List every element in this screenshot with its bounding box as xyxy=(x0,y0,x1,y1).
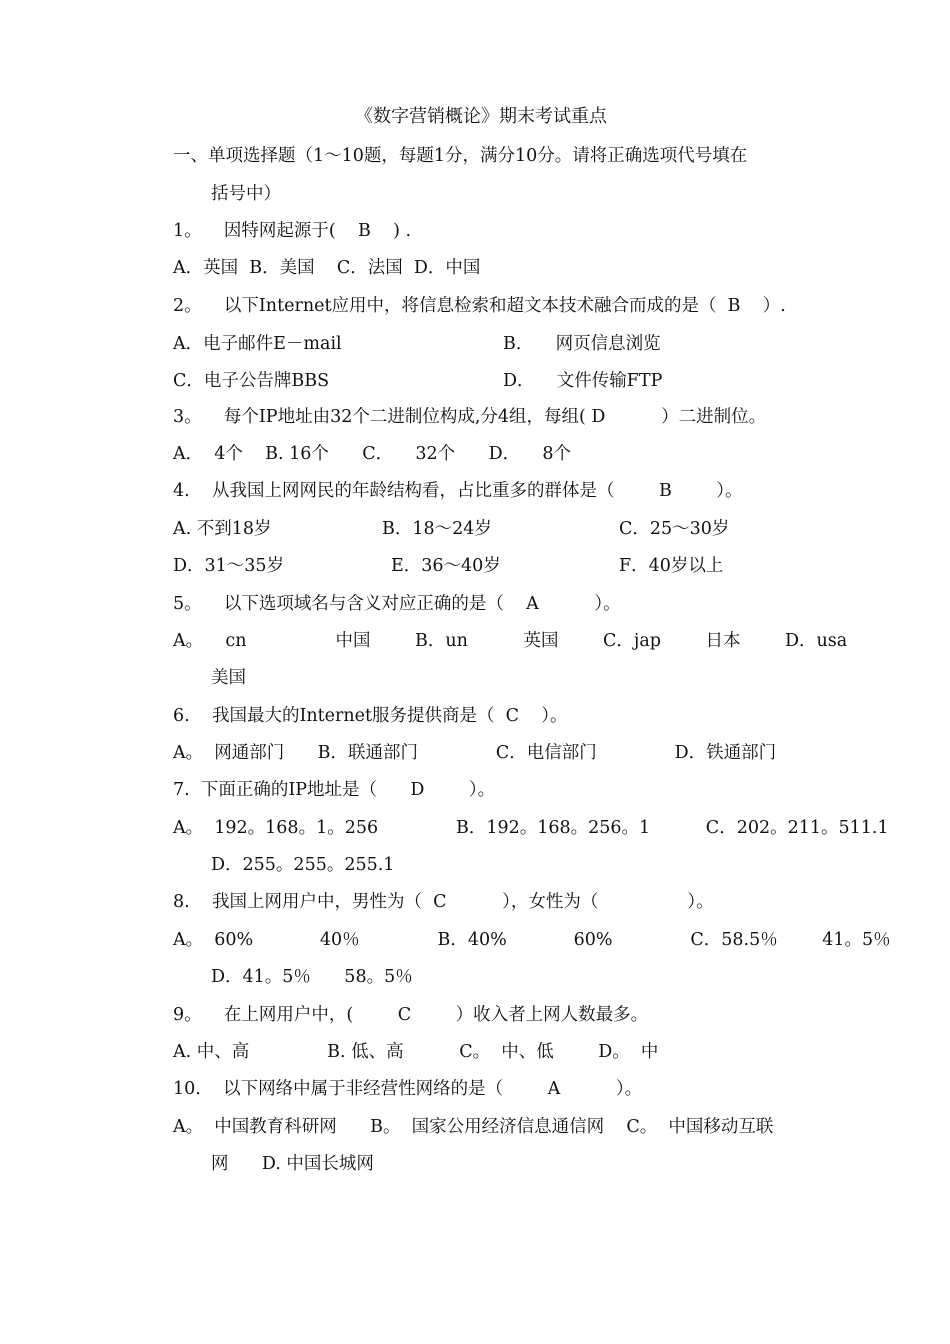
question-5-options: A。 cn 中国 B．un 英国 C．jap 日本 D．usa xyxy=(173,631,848,651)
question-8: 8. 我国上网用户中，男性为（ C ），女性为（ ）。 xyxy=(173,892,714,912)
question-1: 1。 因特网起源于( B ) . xyxy=(173,221,412,241)
question-10-options: A。 中国教育科研网 B。 国家公用经济信息通信网 C。 中国移动互联 xyxy=(173,1117,774,1137)
question-4-option-f: F．40岁以上 xyxy=(619,556,724,576)
question-2-option-b: B． 网页信息浏览 xyxy=(503,334,661,354)
question-7: 7. 下面正确的IP地址是（ D ）。 xyxy=(173,780,496,800)
question-8-options-continuation: D．41。5％ 58。5％ xyxy=(211,967,413,987)
question-2: 2。 以下Internet应用中，将信息检索和超文本技术融合而成的是（ B ）. xyxy=(173,296,786,316)
question-9-options: A. 中、高 B. 低、高 C。 中、低 D。 中 xyxy=(173,1042,659,1062)
question-4-option-e: E．36～40岁 xyxy=(391,556,501,576)
question-3: 3。 每个IP地址由32个二进制位构成,分4组，每组( D ）二进制位。 xyxy=(173,407,767,427)
document-title: 《数字营销概论》期末考试重点 xyxy=(355,106,607,127)
question-4-option-a: A. 不到18岁 xyxy=(173,519,272,539)
section-heading-continuation: 括号中） xyxy=(211,184,281,204)
question-5-options-continuation: 美国 xyxy=(211,668,246,688)
question-10-options-continuation: 网 D. 中国长城网 xyxy=(211,1154,374,1174)
question-4: 4. 从我国上网网民的年龄结构看，占比重多的群体是（ B ）。 xyxy=(173,481,743,501)
question-2-option-d: D． 文件传输FTP xyxy=(503,371,663,391)
question-8-options: A。 60% 40％ B．40% 60% C．58.5％ 41。5％ xyxy=(173,930,891,950)
question-10: 10. 以下网络中属于非经营性网络的是（ A ）。 xyxy=(173,1079,643,1099)
section-heading: 一、单项选择题（1～10题，每题1分，满分10分。请将正确选项代号填在 xyxy=(173,146,748,166)
question-4-option-b: B．18～24岁 xyxy=(382,519,492,539)
question-4-option-d: D．31～35岁 xyxy=(173,556,285,576)
question-1-options: A．英国 B．美国 C．法国 D．中国 xyxy=(173,258,481,278)
question-2-option-c: C．电子公告牌BBS xyxy=(173,371,330,391)
question-3-options: A． 4个 B. 16个 C． 32个 D． 8个 xyxy=(173,444,571,464)
question-6-options: A。 网通部门 B．联通部门 C．电信部门 D．铁通部门 xyxy=(173,743,777,763)
question-4-option-c: C．25～30岁 xyxy=(619,519,730,539)
question-5: 5。 以下选项域名与含义对应正确的是（ A ）。 xyxy=(173,594,621,614)
question-6: 6. 我国最大的Internet服务提供商是（ C ）。 xyxy=(173,706,568,726)
question-7-options: A。 192。168。1。256 B．192。168。256。1 C．202。211。511.1 xyxy=(173,818,889,838)
question-7-options-continuation: D．255。255。255.1 xyxy=(211,855,395,875)
question-9: 9。 在上网用户中，( C ）收入者上网人数最多。 xyxy=(173,1005,649,1025)
question-2-option-a: A．电子邮件E－mail xyxy=(173,334,342,354)
